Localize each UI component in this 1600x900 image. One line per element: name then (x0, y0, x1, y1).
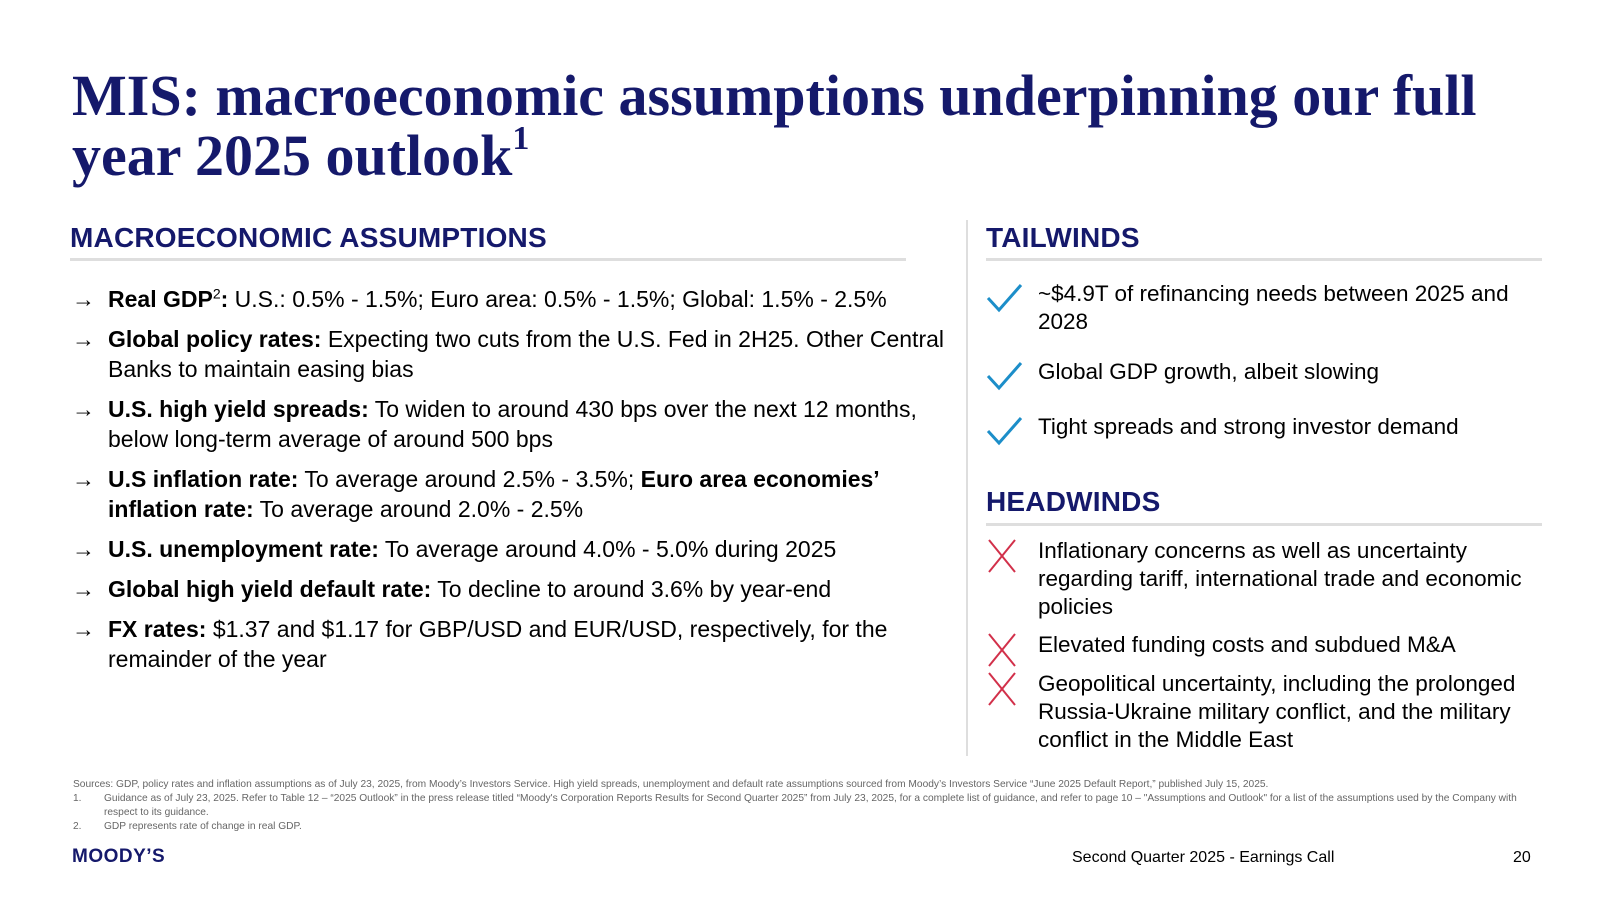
footnote-1 (73, 792, 1543, 820)
macro-heading: MACROECONOMIC ASSUMPTIONS (70, 222, 547, 253)
assumption-label: U.S inflation rate: (108, 466, 299, 492)
assumption-text: U.S.: 0.5% - 1.5%; Euro area: 0.5% - 1.5%; Global: 1.5% - 2.5% (228, 286, 887, 312)
arrow-icon: → (72, 536, 95, 562)
assumption-label-secondary: Euro area economies’ inflation rate: (108, 466, 879, 522)
page-title (72, 63, 1552, 188)
headwind-text: Inflationary concerns as well as uncertainty regarding tariff, international trade and economic policies (1038, 538, 1522, 619)
column-divider (966, 220, 968, 756)
cross-icon (986, 633, 1024, 667)
assumption-label: Real GDP (108, 286, 213, 312)
footnotes (73, 778, 1543, 834)
assumption-text: To widen to around 430 bps over the next 12 months, below long-term average of around 500 bps (108, 396, 917, 452)
assumption-text: $1.37 and $1.17 for GBP/USD and EUR/USD, respectively, for the remainder of the year (108, 616, 888, 672)
tailwind-text: ~$4.9T of refinancing needs between 2025 and 2028 (1038, 281, 1509, 334)
footnote-number: 1. (73, 793, 82, 804)
assumption-real-gdp (72, 284, 972, 314)
title-footnote-ref: 1 (512, 119, 530, 157)
tailwinds-heading-rule (986, 258, 1542, 261)
moodys-logo: MOODY’S (72, 846, 166, 867)
assumption-hy-spreads (72, 394, 972, 454)
assumption-inflation (72, 464, 972, 524)
arrow-icon: → (72, 326, 95, 352)
assumption-text-secondary: To average around 2.0% - 2.5% (253, 496, 584, 522)
assumption-text: Expecting two cuts from the U.S. Fed in 2H25. Other Central Banks to maintain easing bias (108, 326, 945, 382)
assumption-label: FX rates: (108, 616, 207, 642)
assumption-unemployment (72, 534, 972, 564)
assumption-label: U.S. high yield spreads: (108, 396, 369, 422)
arrow-icon: → (72, 576, 95, 602)
assumption-default-rate (72, 574, 972, 604)
checkmark-icon (986, 282, 1024, 316)
checkmark-icon (986, 415, 1024, 449)
footnote-number: 2. (73, 821, 82, 832)
footnote-text: GDP represents rate of change in real GDP. (104, 821, 302, 832)
footnote-sources: Sources: GDP, policy rates and inflation assumptions as of July 23, 2025, from Moody’s Investors Service. High yield spreads, unemployment and default rate assumptions sourced from Moody’s Investors Service “June 2025 Default Report,” published July 15, 2025. (73, 779, 1269, 790)
footnote-text: Guidance as of July 23, 2025. Refer to Table 12 – “2025 Outlook” in the press release titled “Moody's Corporation Reports Results for Second Quarter 2025” from July 23, 2025, for a complete list of guidance, and refer to page 10 – "Assumptions and Outlook" for a list of the assumptions used by the Company with respect to its guidance. (104, 793, 1517, 818)
footnote-ref: 2 (212, 285, 221, 302)
page-title-text: MIS: macroeconomic assumptions underpinning our full year 2025 outlook (72, 63, 1477, 188)
assumption-label: U.S. unemployment rate: (108, 536, 379, 562)
tailwinds-heading: TAILWINDS (986, 222, 1140, 253)
page-number: 20 (1513, 849, 1531, 866)
assumption-label: Global high yield default rate: (108, 576, 432, 602)
cross-icon (986, 539, 1024, 573)
headwinds-heading-rule (986, 523, 1542, 526)
headwind-text: Elevated funding costs and subdued M&A (1038, 632, 1456, 657)
cross-icon (986, 672, 1024, 706)
assumption-colon: : (220, 286, 229, 312)
macro-heading-rule (70, 258, 906, 261)
assumption-fx-rates (72, 614, 972, 674)
assumption-label: Global policy rates: (108, 326, 322, 352)
footer-event-title: Second Quarter 2025 - Earnings Call (1072, 849, 1335, 866)
assumption-policy-rates (72, 324, 972, 384)
tailwind-text: Tight spreads and strong investor demand (1038, 414, 1459, 439)
tailwind-text: Global GDP growth, albeit slowing (1038, 359, 1380, 384)
assumption-text: To average around 4.0% - 5.0% during 2025 (378, 536, 837, 562)
assumptions-list (72, 284, 972, 684)
checkmark-icon (986, 360, 1024, 394)
arrow-icon: → (72, 396, 95, 422)
arrow-icon: → (72, 466, 95, 492)
headwind-text: Geopolitical uncertainty, including the prolonged Russia-Ukraine military conflict, and the military conflict in the Middle East (1038, 671, 1516, 752)
footnote-2 (73, 820, 1543, 834)
arrow-icon: → (72, 616, 95, 642)
assumption-text: To average around 2.5% - 3.5%; (298, 466, 641, 492)
assumption-text: To decline to around 3.6% by year-end (431, 576, 832, 602)
arrow-icon: → (72, 286, 95, 312)
headwinds-heading: HEADWINDS (986, 486, 1161, 517)
